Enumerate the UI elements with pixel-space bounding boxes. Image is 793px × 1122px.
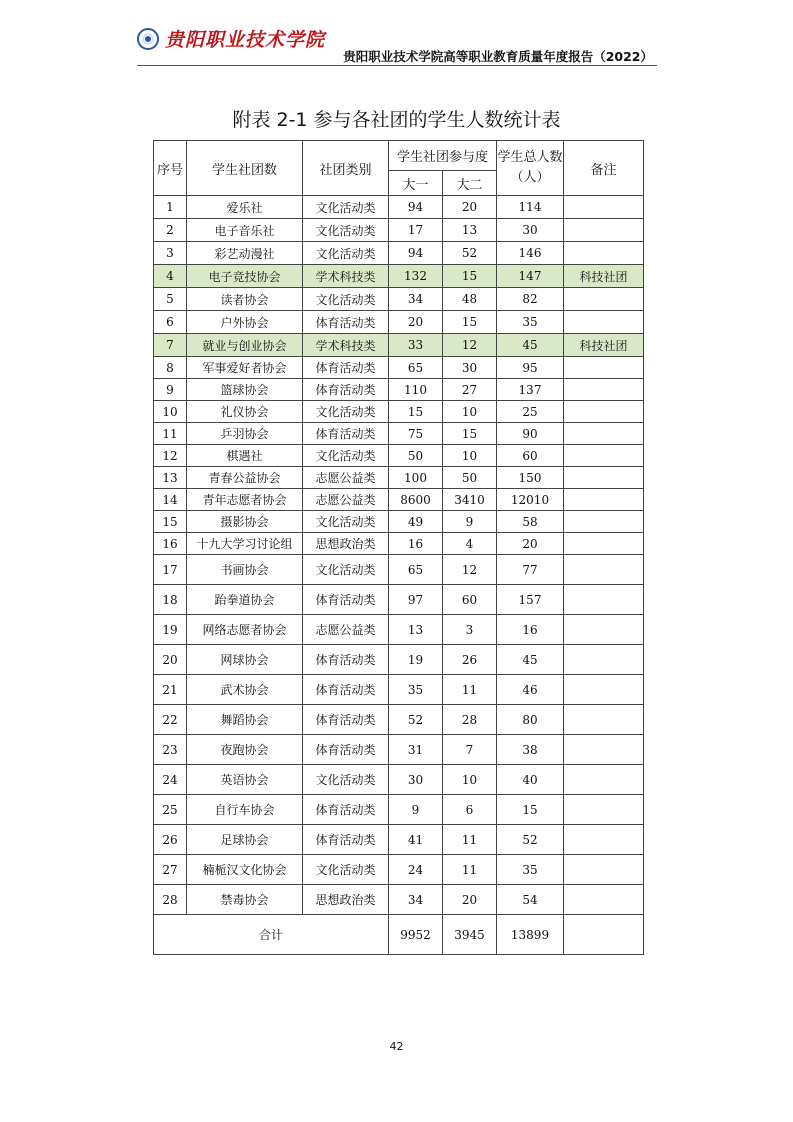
cell-seq: 5 bbox=[154, 288, 187, 311]
cell-total: 12010 bbox=[497, 489, 564, 511]
cell-club: 电子竞技协会 bbox=[187, 265, 303, 288]
cell-year1: 20 bbox=[389, 311, 443, 334]
cell-club: 英语协会 bbox=[187, 765, 303, 795]
cell-year2: 50 bbox=[443, 467, 497, 489]
cell-club: 摄影协会 bbox=[187, 511, 303, 533]
table-row bbox=[154, 585, 644, 615]
cell-year1: 31 bbox=[389, 735, 443, 765]
cell-year1: 52 bbox=[389, 705, 443, 735]
cell-year2: 26 bbox=[443, 645, 497, 675]
cell-seq: 1 bbox=[154, 196, 187, 219]
cell-club: 电子音乐社 bbox=[187, 219, 303, 242]
cell-year2: 20 bbox=[443, 196, 497, 219]
cell-seq: 24 bbox=[154, 765, 187, 795]
cell-seq: 21 bbox=[154, 675, 187, 705]
cell-total: 90 bbox=[497, 423, 564, 445]
cell-club: 棋遇社 bbox=[187, 445, 303, 467]
cell-year2: 27 bbox=[443, 379, 497, 401]
cell-club: 乒羽协会 bbox=[187, 423, 303, 445]
cell-year2: 6 bbox=[443, 795, 497, 825]
table-row bbox=[154, 379, 644, 401]
cell-year1: 8600 bbox=[389, 489, 443, 511]
cell-category: 体育活动类 bbox=[303, 735, 389, 765]
cell-note: 科技社团 bbox=[564, 334, 644, 357]
table-row bbox=[154, 615, 644, 645]
table-row bbox=[154, 855, 644, 885]
college-seal-icon bbox=[137, 28, 159, 50]
cell-year1: 35 bbox=[389, 675, 443, 705]
cell-year1: 94 bbox=[389, 242, 443, 265]
cell-note bbox=[564, 288, 644, 311]
cell-note bbox=[564, 855, 644, 885]
table-row bbox=[154, 401, 644, 423]
table-row bbox=[154, 489, 644, 511]
report-title: 贵阳职业技术学院高等职业教育质量年度报告（2022） bbox=[343, 49, 653, 64]
cell-seq: 26 bbox=[154, 825, 187, 855]
cell-category: 体育活动类 bbox=[303, 585, 389, 615]
cell-note bbox=[564, 511, 644, 533]
cell-year2: 10 bbox=[443, 765, 497, 795]
table-row bbox=[154, 675, 644, 705]
cell-year2: 10 bbox=[443, 401, 497, 423]
cell-year2: 11 bbox=[443, 825, 497, 855]
cell-year2: 10 bbox=[443, 445, 497, 467]
page-number: 42 bbox=[389, 1040, 404, 1053]
cell-year1: 41 bbox=[389, 825, 443, 855]
logo-text: 贵阳职业技术学院 bbox=[165, 29, 326, 51]
cell-year2: 30 bbox=[443, 357, 497, 379]
cell-total: 35 bbox=[497, 311, 564, 334]
cell-year2: 15 bbox=[443, 423, 497, 445]
cell-total: 45 bbox=[497, 645, 564, 675]
cell-note bbox=[564, 555, 644, 585]
cell-year2: 4 bbox=[443, 533, 497, 555]
table-row bbox=[154, 645, 644, 675]
cell-year1: 75 bbox=[389, 423, 443, 445]
table-row bbox=[154, 357, 644, 379]
cell-year1: 19 bbox=[389, 645, 443, 675]
cell-seq: 13 bbox=[154, 467, 187, 489]
cell-total: 95 bbox=[497, 357, 564, 379]
cell-year1: 34 bbox=[389, 885, 443, 915]
cell-club: 军事爱好者协会 bbox=[187, 357, 303, 379]
cell-total: 45 bbox=[497, 334, 564, 357]
cell-seq: 7 bbox=[154, 334, 187, 357]
cell-year2: 9 bbox=[443, 511, 497, 533]
cell-total: 77 bbox=[497, 555, 564, 585]
table-row bbox=[154, 705, 644, 735]
cell-year2: 48 bbox=[443, 288, 497, 311]
header-club: 学生社团数 bbox=[187, 141, 303, 196]
cell-club: 武术协会 bbox=[187, 675, 303, 705]
cell-year2: 7 bbox=[443, 735, 497, 765]
cell-note bbox=[564, 533, 644, 555]
footer-year2: 3945 bbox=[443, 915, 497, 955]
cell-club: 夜跑协会 bbox=[187, 735, 303, 765]
header-year1: 大一 bbox=[389, 171, 443, 196]
cell-club: 篮球协会 bbox=[187, 379, 303, 401]
table-row bbox=[154, 423, 644, 445]
cell-category: 文化活动类 bbox=[303, 219, 389, 242]
cell-year2: 3410 bbox=[443, 489, 497, 511]
header-note: 备注 bbox=[564, 141, 644, 196]
cell-club: 彩艺动漫社 bbox=[187, 242, 303, 265]
cell-club: 禁毒协会 bbox=[187, 885, 303, 915]
table-row bbox=[154, 242, 644, 265]
cell-note bbox=[564, 311, 644, 334]
table-row bbox=[154, 334, 644, 357]
cell-club: 就业与创业协会 bbox=[187, 334, 303, 357]
cell-category: 文化活动类 bbox=[303, 555, 389, 585]
cell-seq: 4 bbox=[154, 265, 187, 288]
cell-total: 157 bbox=[497, 585, 564, 615]
cell-club: 跆拳道协会 bbox=[187, 585, 303, 615]
table-row bbox=[154, 467, 644, 489]
cell-total: 52 bbox=[497, 825, 564, 855]
cell-year1: 65 bbox=[389, 357, 443, 379]
table-body bbox=[154, 196, 644, 915]
cell-seq: 18 bbox=[154, 585, 187, 615]
cell-total: 16 bbox=[497, 615, 564, 645]
cell-year2: 52 bbox=[443, 242, 497, 265]
cell-total: 60 bbox=[497, 445, 564, 467]
cell-seq: 19 bbox=[154, 615, 187, 645]
cell-year1: 17 bbox=[389, 219, 443, 242]
cell-year1: 100 bbox=[389, 467, 443, 489]
table-row bbox=[154, 765, 644, 795]
cell-seq: 11 bbox=[154, 423, 187, 445]
cell-category: 志愿公益类 bbox=[303, 615, 389, 645]
cell-note bbox=[564, 445, 644, 467]
cell-club: 读者协会 bbox=[187, 288, 303, 311]
cell-category: 体育活动类 bbox=[303, 357, 389, 379]
header-divider bbox=[137, 65, 657, 66]
cell-year1: 24 bbox=[389, 855, 443, 885]
cell-total: 54 bbox=[497, 885, 564, 915]
cell-total: 20 bbox=[497, 533, 564, 555]
cell-total: 46 bbox=[497, 675, 564, 705]
cell-category: 学术科技类 bbox=[303, 265, 389, 288]
cell-seq: 27 bbox=[154, 855, 187, 885]
cell-category: 文化活动类 bbox=[303, 765, 389, 795]
footer-year1: 9952 bbox=[389, 915, 443, 955]
cell-year1: 9 bbox=[389, 795, 443, 825]
cell-club: 青年志愿者协会 bbox=[187, 489, 303, 511]
table-row bbox=[154, 533, 644, 555]
cell-total: 150 bbox=[497, 467, 564, 489]
header-seq: 序号 bbox=[154, 141, 187, 196]
cell-category: 志愿公益类 bbox=[303, 489, 389, 511]
cell-seq: 23 bbox=[154, 735, 187, 765]
cell-total: 137 bbox=[497, 379, 564, 401]
cell-year2: 12 bbox=[443, 555, 497, 585]
header-category: 社团类别 bbox=[303, 141, 389, 196]
college-logo bbox=[137, 25, 325, 52]
cell-note bbox=[564, 705, 644, 735]
cell-note bbox=[564, 242, 644, 265]
cell-year1: 15 bbox=[389, 401, 443, 423]
cell-year2: 20 bbox=[443, 885, 497, 915]
footer-total: 13899 bbox=[497, 915, 564, 955]
cell-note bbox=[564, 219, 644, 242]
cell-category: 体育活动类 bbox=[303, 705, 389, 735]
cell-seq: 3 bbox=[154, 242, 187, 265]
table-row bbox=[154, 735, 644, 765]
cell-category: 体育活动类 bbox=[303, 311, 389, 334]
cell-seq: 25 bbox=[154, 795, 187, 825]
cell-category: 学术科技类 bbox=[303, 334, 389, 357]
page-header bbox=[0, 0, 793, 70]
cell-total: 82 bbox=[497, 288, 564, 311]
cell-category: 文化活动类 bbox=[303, 445, 389, 467]
cell-year1: 33 bbox=[389, 334, 443, 357]
cell-year2: 28 bbox=[443, 705, 497, 735]
cell-total: 25 bbox=[497, 401, 564, 423]
cell-total: 114 bbox=[497, 196, 564, 219]
footer-note bbox=[564, 915, 644, 955]
cell-club: 舞蹈协会 bbox=[187, 705, 303, 735]
header-participation: 学生社团参与度 bbox=[389, 141, 497, 171]
cell-total: 147 bbox=[497, 265, 564, 288]
cell-club: 自行车协会 bbox=[187, 795, 303, 825]
cell-seq: 14 bbox=[154, 489, 187, 511]
cell-total: 15 bbox=[497, 795, 564, 825]
cell-category: 文化活动类 bbox=[303, 855, 389, 885]
cell-seq: 10 bbox=[154, 401, 187, 423]
cell-club: 足球协会 bbox=[187, 825, 303, 855]
table-row bbox=[154, 219, 644, 242]
cell-year2: 15 bbox=[443, 265, 497, 288]
cell-note bbox=[564, 735, 644, 765]
cell-note bbox=[564, 196, 644, 219]
cell-category: 文化活动类 bbox=[303, 196, 389, 219]
cell-total: 146 bbox=[497, 242, 564, 265]
cell-category: 体育活动类 bbox=[303, 825, 389, 855]
cell-year1: 94 bbox=[389, 196, 443, 219]
cell-club: 礼仪协会 bbox=[187, 401, 303, 423]
table-row bbox=[154, 555, 644, 585]
cell-category: 文化活动类 bbox=[303, 242, 389, 265]
cell-note bbox=[564, 467, 644, 489]
cell-club: 十九大学习讨论组 bbox=[187, 533, 303, 555]
cell-seq: 22 bbox=[154, 705, 187, 735]
cell-category: 文化活动类 bbox=[303, 511, 389, 533]
cell-year1: 65 bbox=[389, 555, 443, 585]
cell-year2: 3 bbox=[443, 615, 497, 645]
cell-club: 爱乐社 bbox=[187, 196, 303, 219]
header-total: 学生总人数（人） bbox=[497, 141, 564, 196]
cell-note bbox=[564, 489, 644, 511]
cell-seq: 8 bbox=[154, 357, 187, 379]
cell-year2: 12 bbox=[443, 334, 497, 357]
club-stats-table bbox=[153, 140, 644, 955]
cell-year2: 11 bbox=[443, 855, 497, 885]
cell-year2: 60 bbox=[443, 585, 497, 615]
table-row bbox=[154, 196, 644, 219]
cell-note bbox=[564, 825, 644, 855]
cell-category: 体育活动类 bbox=[303, 379, 389, 401]
cell-note bbox=[564, 615, 644, 645]
cell-note: 科技社团 bbox=[564, 265, 644, 288]
cell-note bbox=[564, 379, 644, 401]
cell-category: 文化活动类 bbox=[303, 288, 389, 311]
table-row bbox=[154, 288, 644, 311]
cell-year1: 97 bbox=[389, 585, 443, 615]
cell-total: 30 bbox=[497, 219, 564, 242]
table-row bbox=[154, 825, 644, 855]
cell-seq: 9 bbox=[154, 379, 187, 401]
cell-total: 38 bbox=[497, 735, 564, 765]
cell-seq: 12 bbox=[154, 445, 187, 467]
cell-total: 35 bbox=[497, 855, 564, 885]
cell-year1: 30 bbox=[389, 765, 443, 795]
cell-year1: 110 bbox=[389, 379, 443, 401]
table-row bbox=[154, 885, 644, 915]
cell-year1: 16 bbox=[389, 533, 443, 555]
cell-category: 思想政治类 bbox=[303, 533, 389, 555]
cell-note bbox=[564, 423, 644, 445]
cell-club: 青春公益协会 bbox=[187, 467, 303, 489]
table-row bbox=[154, 511, 644, 533]
cell-note bbox=[564, 765, 644, 795]
cell-category: 体育活动类 bbox=[303, 423, 389, 445]
cell-year1: 13 bbox=[389, 615, 443, 645]
cell-note bbox=[564, 645, 644, 675]
cell-note bbox=[564, 585, 644, 615]
cell-seq: 28 bbox=[154, 885, 187, 915]
cell-club: 户外协会 bbox=[187, 311, 303, 334]
cell-club: 网球协会 bbox=[187, 645, 303, 675]
cell-category: 体育活动类 bbox=[303, 795, 389, 825]
table-title: 附表 2-1 参与各社团的学生人数统计表 bbox=[232, 109, 561, 131]
cell-year1: 50 bbox=[389, 445, 443, 467]
cell-total: 80 bbox=[497, 705, 564, 735]
cell-year1: 34 bbox=[389, 288, 443, 311]
cell-year2: 11 bbox=[443, 675, 497, 705]
table-row bbox=[154, 311, 644, 334]
cell-total: 40 bbox=[497, 765, 564, 795]
cell-club: 楠栀汉文化协会 bbox=[187, 855, 303, 885]
cell-year2: 13 bbox=[443, 219, 497, 242]
footer-label: 合计 bbox=[154, 915, 389, 955]
cell-seq: 16 bbox=[154, 533, 187, 555]
table-row bbox=[154, 445, 644, 467]
cell-note bbox=[564, 675, 644, 705]
table-row bbox=[154, 795, 644, 825]
cell-year1: 132 bbox=[389, 265, 443, 288]
cell-note bbox=[564, 885, 644, 915]
cell-note bbox=[564, 795, 644, 825]
cell-note bbox=[564, 401, 644, 423]
cell-category: 体育活动类 bbox=[303, 645, 389, 675]
cell-year1: 49 bbox=[389, 511, 443, 533]
cell-note bbox=[564, 357, 644, 379]
cell-category: 志愿公益类 bbox=[303, 467, 389, 489]
cell-seq: 15 bbox=[154, 511, 187, 533]
header-year2: 大二 bbox=[443, 171, 497, 196]
cell-total: 58 bbox=[497, 511, 564, 533]
cell-category: 思想政治类 bbox=[303, 885, 389, 915]
table-row bbox=[154, 265, 644, 288]
cell-seq: 17 bbox=[154, 555, 187, 585]
cell-year2: 15 bbox=[443, 311, 497, 334]
cell-seq: 2 bbox=[154, 219, 187, 242]
cell-club: 书画协会 bbox=[187, 555, 303, 585]
cell-club: 网络志愿者协会 bbox=[187, 615, 303, 645]
cell-category: 体育活动类 bbox=[303, 675, 389, 705]
cell-seq: 20 bbox=[154, 645, 187, 675]
cell-seq: 6 bbox=[154, 311, 187, 334]
cell-category: 文化活动类 bbox=[303, 401, 389, 423]
